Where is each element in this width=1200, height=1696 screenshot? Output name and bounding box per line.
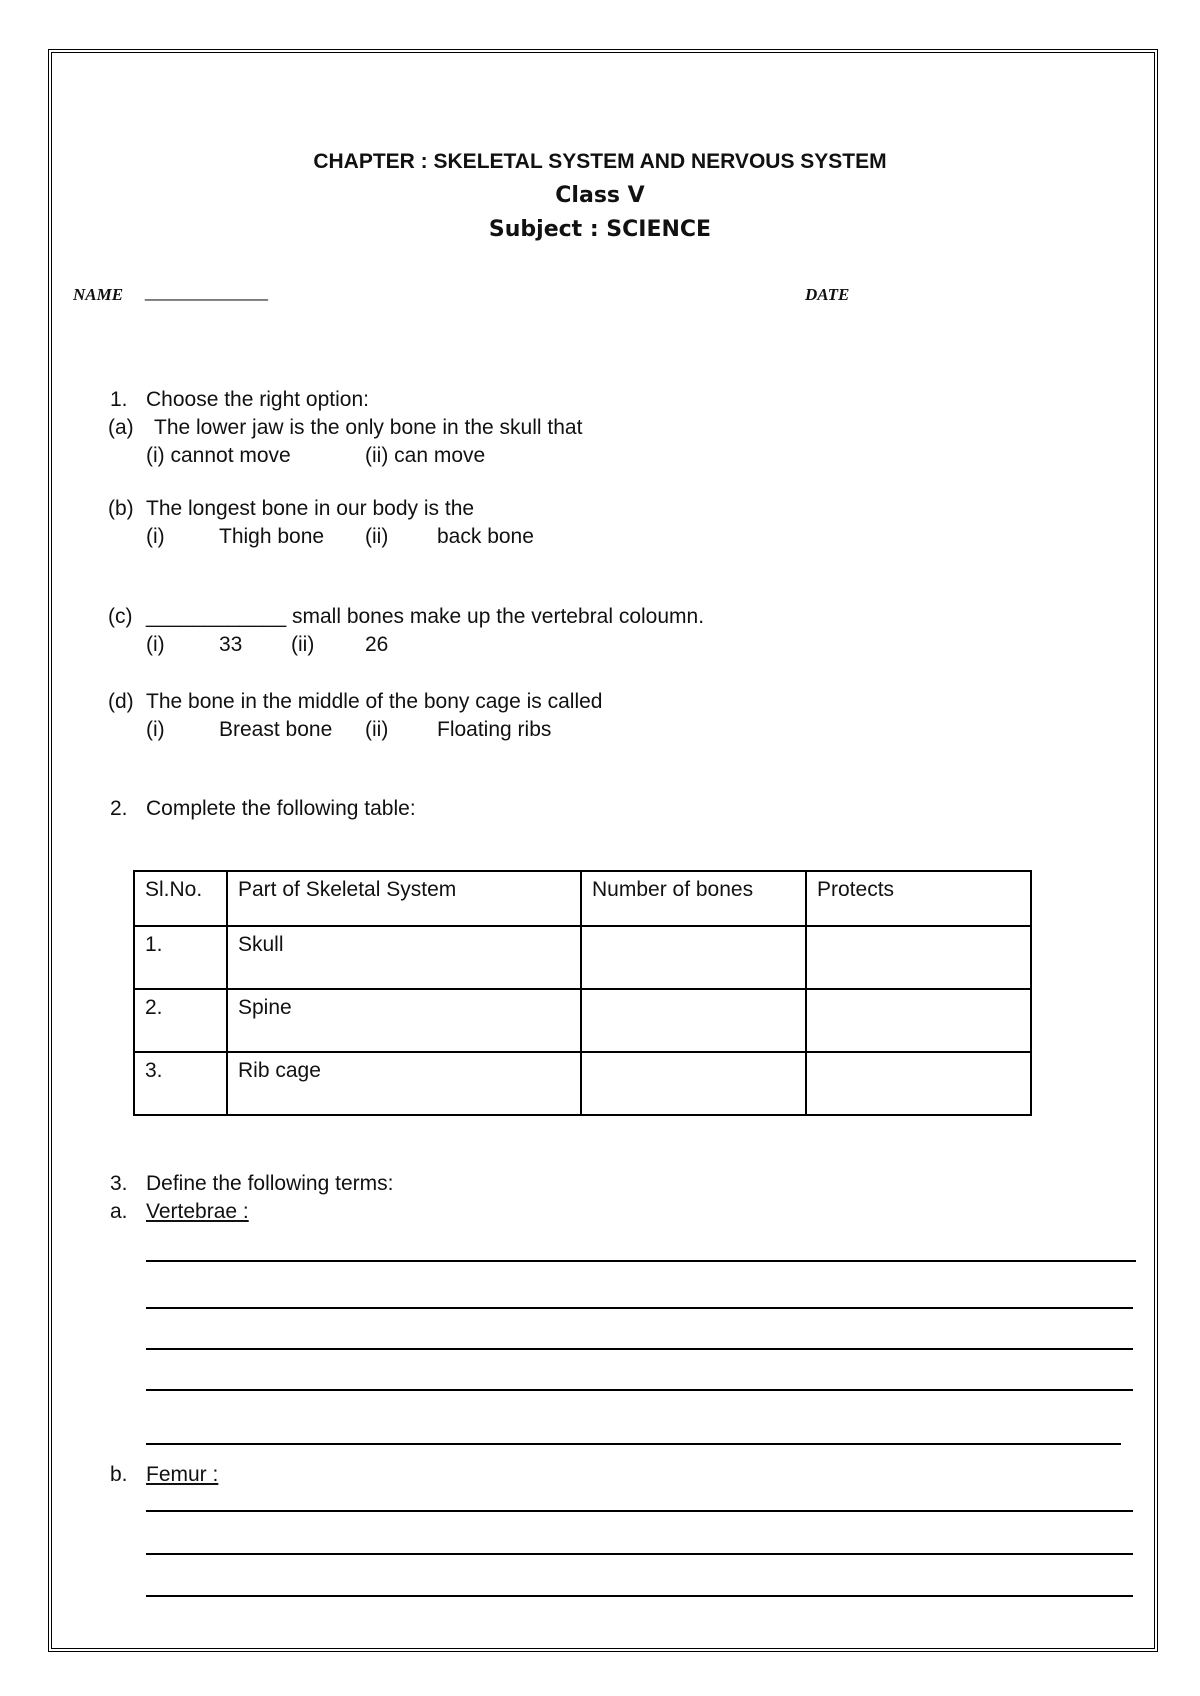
q2-prompt: Complete the following table: (146, 797, 416, 820)
q3b-term: Femur : (146, 1463, 219, 1486)
table-row (134, 1052, 1031, 1115)
name-blank[interactable]: _____________ (145, 282, 268, 301)
q1a-label: (a) (108, 416, 134, 439)
q1a-option-1[interactable]: (i) cannot move (146, 444, 291, 467)
table-row (134, 926, 1031, 989)
q1c-text: ____________ small bones make up the vertebral coloumn. (146, 605, 705, 628)
table-cell: Spine (227, 989, 581, 1052)
answer-cell[interactable] (806, 1052, 1031, 1115)
q1c-option-1-num: (i) (146, 633, 165, 656)
answer-cell[interactable] (806, 989, 1031, 1052)
q1c-option-1[interactable]: 33 (219, 633, 243, 656)
q1b-option-2-num: (ii) (365, 525, 389, 548)
answer-line[interactable] (146, 1307, 1133, 1309)
q1a-text: The lower jaw is the only bone in the skull that (154, 416, 583, 439)
table-row (134, 989, 1031, 1052)
table-cell: 1. (134, 926, 227, 989)
answer-cell[interactable] (581, 1052, 806, 1115)
answer-line[interactable] (146, 1348, 1133, 1350)
answer-line[interactable] (146, 1389, 1133, 1391)
answer-line[interactable] (146, 1510, 1133, 1512)
q3b-label: b. (110, 1463, 128, 1486)
q1d-option-2[interactable]: Floating ribs (437, 718, 552, 741)
answer-cell[interactable] (581, 926, 806, 989)
table-cell: 2. (134, 989, 227, 1052)
q1-prompt: Choose the right option: (146, 388, 369, 411)
q3-number: 3. (110, 1172, 128, 1195)
q1b-label: (b) (108, 497, 134, 520)
q3-prompt: Define the following terms: (146, 1172, 394, 1195)
q1b-option-2[interactable]: back bone (437, 525, 534, 548)
q1b-text: The longest bone in our body is the (146, 497, 475, 520)
q1c-option-2-num: (ii) (291, 633, 315, 656)
q1d-option-2-num: (ii) (365, 718, 389, 741)
answer-cell[interactable] (806, 926, 1031, 989)
q1-number: 1. (110, 388, 128, 411)
table-cell: 3. (134, 1052, 227, 1115)
q3a-term: Vertebrae : (146, 1200, 249, 1223)
chapter-title: CHAPTER : SKELETAL SYSTEM AND NERVOUS SYSTEM (313, 150, 887, 173)
q2-number: 2. (110, 797, 128, 820)
q1c-label: (c) (108, 605, 133, 628)
q1a-option-2[interactable]: (ii) can move (365, 444, 486, 467)
table-header-cell: Part of Skeletal System (227, 871, 581, 926)
q1b-option-1-num: (i) (146, 525, 165, 548)
answer-line[interactable] (146, 1595, 1133, 1597)
table-header-cell: Number of bones (581, 871, 806, 926)
answer-cell[interactable] (581, 989, 806, 1052)
q1d-label: (d) (108, 690, 134, 713)
table-cell: Skull (227, 926, 581, 989)
table-header-row (134, 871, 1031, 926)
subject-label: Subject : SCIENCE (488, 217, 712, 242)
q1d-text: The bone in the middle of the bony cage is called (146, 690, 603, 713)
table-header-cell: Sl.No. (134, 871, 227, 926)
q1c-option-2[interactable]: 26 (365, 633, 389, 656)
answer-line[interactable] (146, 1443, 1121, 1445)
q1b-option-1[interactable]: Thigh bone (219, 525, 325, 548)
q1d-option-1[interactable]: Breast bone (219, 718, 333, 741)
date-label: DATE (805, 285, 850, 304)
q1d-option-1-num: (i) (146, 718, 165, 741)
name-label: NAME (73, 285, 124, 304)
table-header-cell: Protects (806, 871, 1031, 926)
q3a-label: a. (110, 1200, 128, 1223)
answer-line[interactable] (146, 1260, 1136, 1262)
answer-line[interactable] (146, 1553, 1133, 1555)
class-label: Class V (555, 183, 645, 208)
table-cell: Rib cage (227, 1052, 581, 1115)
skeletal-table (133, 870, 1032, 1116)
